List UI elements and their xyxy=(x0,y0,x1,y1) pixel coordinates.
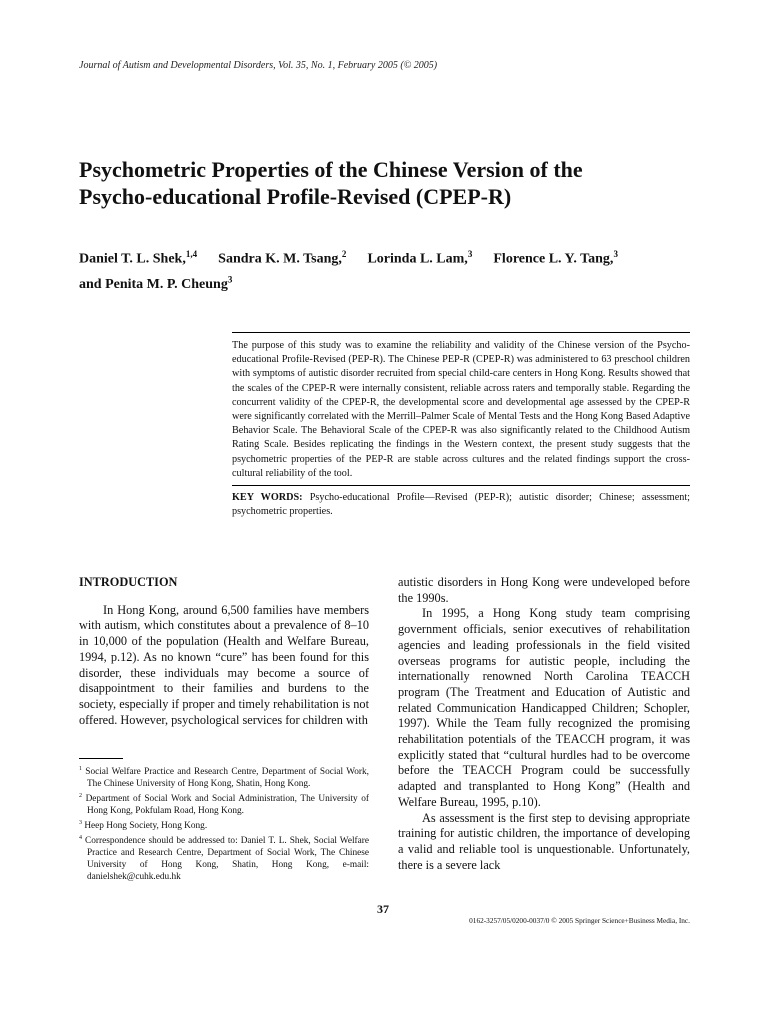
footnote: $^2$ Department of Social Work and Social Administration, The University of Hong Kong, Pokfulam Road, Hong Kong. xyxy=(79,793,369,817)
body-paragraph: As assessment is the first step to devising appropriate training for autistic children, the importance of developing a valid and reliable tool is unquestionable. Unfortunately, there is a severe lack xyxy=(398,810,690,872)
copyright-line: 0162-3257/05/0200-0037/0 © 2005 Springer Science+Business Media, Inc. xyxy=(469,916,690,925)
abstract-section xyxy=(232,332,690,519)
author-line-2 xyxy=(79,270,699,296)
footnote: $^1$ Social Welfare Practice and Research Centre, Department of Social Work, The Chinese University of Hong Kong, Shatin, Hong Kong. xyxy=(79,766,369,790)
abstract-top-rule xyxy=(232,332,690,333)
footnote: $^3$ Heep Hong Society, Hong Kong. xyxy=(79,820,208,832)
continued-paragraph: autistic disorders in Hong Kong were undeveloped before the 1990s. xyxy=(398,575,690,605)
author-line-1 xyxy=(79,244,699,270)
keywords: KEY WORDS: Psycho-educational Profile—Revised (PEP-R); autistic disorder; Chinese; assessment; psychometric properties. xyxy=(232,492,691,518)
page-number: 37 xyxy=(377,902,389,916)
footnote: $^4$ Correspondence should be addressed to: Daniel T. L. Shek, Social Welfare Practice and Research Centre, Department of Social Work, The Chinese University of Hong Kong, Shatin, Hong Kong, e-mail: danielshek@cuhk.edu.hk xyxy=(79,835,369,883)
article-title xyxy=(79,156,699,210)
section-heading: INTRODUCTION xyxy=(79,575,178,589)
journal-citation: Journal of Autism and Developmental Disorders, Vol. 35, No. 1, February 2005 (© 2005) xyxy=(79,60,438,71)
title-line-2: Psycho-educational Profile-Revised (CPEP-R) xyxy=(79,184,512,209)
abstract-bottom-rule xyxy=(232,485,690,486)
author-list xyxy=(79,244,699,295)
left-column xyxy=(79,575,369,728)
body-paragraph: In 1995, a Hong Kong study team comprising government officials, senior executives of rehabilitation agencies and leading professionals in the field visited overseas programs for autistic people, including the internationally renowned North Carolina TEACCH program (The Treatment and Education of Autistic and related Communication Handicapped Children; Schopler, 1997). While the Team fully recognized the promising rehabilitation potentials of the TEACCH program, it was explicitly stated that “cultural hurdles had to be overcome before the TEACCH Program could be successfully adapted and transplanted to Hong Kong” (Health and Welfare Bureau, 1995, p.10). xyxy=(398,606,690,809)
title-line-1: Psychometric Properties of the Chinese Version of the xyxy=(79,157,583,182)
author: and Penita M. P. Cheung$^3$ xyxy=(79,274,233,293)
author: Lorinda L. Lam,$^3$ xyxy=(367,249,473,267)
footnotes xyxy=(79,763,369,883)
footnote-rule xyxy=(79,758,123,759)
intro-paragraph: In Hong Kong, around 6,500 families have members with autism, which constitutes about a prevalence of 8–10 in 10,000 of the population (Health and Welfare Bureau, 1994, p.12). As no known “cure” has been found for this disorder, these individuals may become a source of disappointment to their families and burdens to the society, especially if proper and timely rehabilitation is not offered. However, psychological services for children with xyxy=(79,602,369,727)
author: Florence L. Y. Tang,$^3$ xyxy=(493,249,618,267)
author: Sandra K. M. Tsang,$^2$ xyxy=(218,249,347,267)
abstract-text: The purpose of this study was to examine the reliability and validity of the Chinese version of the Psycho-educational Profile-Revised (PEP-R). The Chinese PEP-R (CPEP-R) was administered to 63 preschool children with symptoms of autistic disorder recruited from special child-care centers in Hong Kong. Results showed that the scales of the CPEP-R were internally consistent, reliable across raters and temporally stable. Regarding the concurrent validity of the CPEP-R, the developmental score and developmental age assessed by the CPEP-R were significantly correlated with the Merrill–Palmer Scale of Mental Tests and the Hong Kong Based Adaptive Behavior Scale. The Behavioral Scale of the CPEP-R was also significantly related to the Childhood Autism Rating Scale. Besides replicating the findings in the Western context, the present study suggests that the psychometric properties of the PEP-R are stable across cultures and the related findings support the cross-cultural reliability of the tool. xyxy=(232,340,690,479)
right-column xyxy=(398,575,690,873)
author: Daniel T. L. Shek,$^{1,4}$ xyxy=(79,249,198,267)
